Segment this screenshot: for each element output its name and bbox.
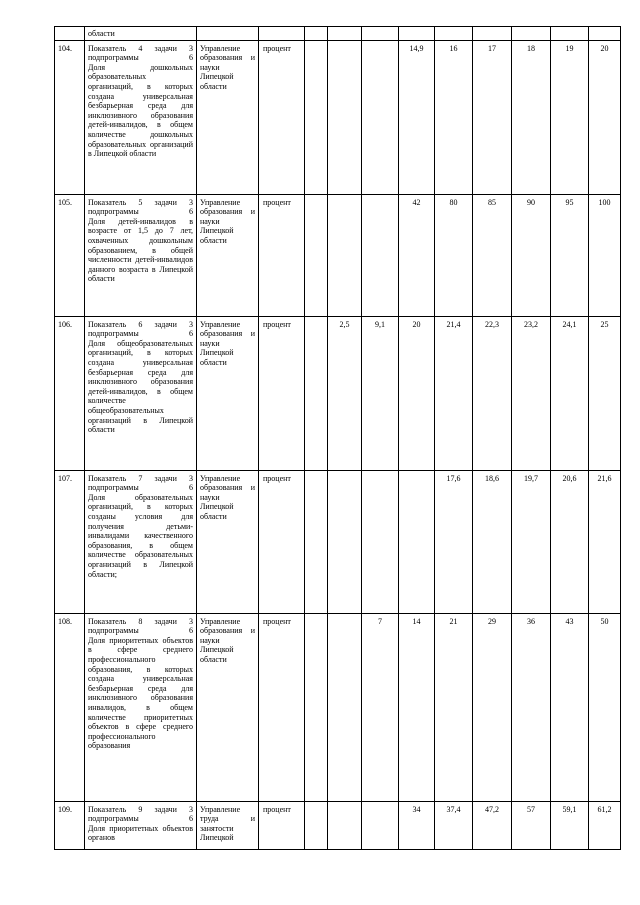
row-number: 109.	[55, 801, 85, 849]
value-cell: 19,7	[512, 470, 551, 613]
unit: процент	[259, 40, 305, 194]
indicator-description: Доля детей-инвалидов в возрасте от 1,5 до 7 лет, охваченных дошкольным образованием, в общей численности детей-инвалидов данного возраста в Липецкой области	[88, 216, 193, 284]
value-cell: 61,2	[589, 801, 621, 849]
table-row-continuation	[55, 27, 621, 41]
value-cell: 50	[589, 613, 621, 801]
executor: Управление образования и науки Липецкой области	[197, 470, 259, 613]
value-cell: 20,6	[551, 470, 589, 613]
value-cell: 100	[589, 194, 621, 316]
value-cell	[328, 801, 362, 849]
unit: процент	[259, 316, 305, 470]
value-cell: 17	[473, 40, 512, 194]
value-cell-empty	[305, 40, 328, 194]
row-number: 107.	[55, 470, 85, 613]
row-number: 104.	[55, 40, 85, 194]
value-cell-empty	[305, 801, 328, 849]
value-cell: 43	[551, 613, 589, 801]
value-cell: 7	[362, 613, 399, 801]
value-cell: 85	[473, 194, 512, 316]
unit: процент	[259, 470, 305, 613]
value-cell: 34	[399, 801, 435, 849]
row-number: 108.	[55, 613, 85, 801]
value-cell: 21,4	[435, 316, 473, 470]
value-cell	[362, 194, 399, 316]
executor: Управление образования и науки Липецкой области	[197, 613, 259, 801]
value-cell-empty	[305, 613, 328, 801]
table-row	[55, 316, 621, 470]
value-cell: 59,1	[551, 801, 589, 849]
value-cell: 18	[512, 40, 551, 194]
value-cell: 95	[551, 194, 589, 316]
indicator-title: Показатель 6 задачи 3 подпрограммы 6	[88, 319, 193, 339]
table-row	[55, 194, 621, 316]
value-cell: 16	[435, 40, 473, 194]
table-body	[55, 27, 621, 850]
value-cell: 90	[512, 194, 551, 316]
indicator-title: Показатель 7 задачи 3 подпрограммы 6	[88, 473, 193, 493]
value-cell: 14	[399, 613, 435, 801]
value-cell	[328, 613, 362, 801]
indicator-name	[85, 194, 197, 316]
executor: Управление образования и науки Липецкой области	[197, 194, 259, 316]
value-cell: 21,6	[589, 470, 621, 613]
table-row	[55, 801, 621, 849]
unit: процент	[259, 194, 305, 316]
value-cell: 37,4	[435, 801, 473, 849]
table-row	[55, 40, 621, 194]
value-cell	[362, 801, 399, 849]
value-cell	[399, 470, 435, 613]
value-cell: 20	[589, 40, 621, 194]
table-row	[55, 470, 621, 613]
indicators-table	[54, 26, 621, 850]
value-cell: 21	[435, 613, 473, 801]
indicator-description: Доля общеобразовательных организаций, в которых создана универсальная безбарьерная среда для инклюзивного образования детей-инвалидов, в общем количестве общеобразовательных организаций в Липецкой области	[88, 338, 193, 435]
table-row	[55, 613, 621, 801]
value-cell: 23,2	[512, 316, 551, 470]
value-cell: 22,3	[473, 316, 512, 470]
indicator-title: Показатель 9 задачи 3 подпрограммы 6	[88, 804, 193, 824]
value-cell: 42	[399, 194, 435, 316]
indicator-description: Доля приоритетных объектов органов	[88, 823, 193, 843]
value-cell	[328, 40, 362, 194]
value-cell-empty	[305, 470, 328, 613]
indicator-name	[85, 801, 197, 849]
value-cell: 25	[589, 316, 621, 470]
value-cell: 19	[551, 40, 589, 194]
indicator-title: Показатель 8 задачи 3 подпрограммы 6	[88, 616, 193, 636]
value-cell: 29	[473, 613, 512, 801]
value-cell: 9,1	[362, 316, 399, 470]
indicator-description: Доля приоритетных объектов в сфере среднего профессионального образования, в которых создана универсальная безбарьерная среда для инклюзивного образования инвалидов, в общем количестве приоритетных объектов в сфере среднего профессионального образования	[88, 635, 193, 751]
indicator-name	[85, 470, 197, 613]
value-cell	[362, 470, 399, 613]
value-cell: 47,2	[473, 801, 512, 849]
value-cell: 80	[435, 194, 473, 316]
indicator-name-continuation: области	[85, 27, 197, 41]
value-cell: 20	[399, 316, 435, 470]
value-cell: 57	[512, 801, 551, 849]
value-cell: 2,5	[328, 316, 362, 470]
indicator-title: Показатель 5 задачи 3 подпрограммы 6	[88, 197, 193, 217]
indicator-description: Доля образовательных организаций, в которых созданы условия для получения детьми-инвалидами качественного образования, в общем количестве образовательных организаций в Липецкой области;	[88, 492, 193, 579]
value-cell: 18,6	[473, 470, 512, 613]
indicator-name	[85, 613, 197, 801]
executor: Управление труда и занятости Липецкой	[197, 801, 259, 849]
value-cell: 14,9	[399, 40, 435, 194]
indicator-title: Показатель 4 задачи 3 подпрограммы 6	[88, 43, 193, 63]
unit: процент	[259, 613, 305, 801]
executor: Управление образования и науки Липецкой области	[197, 40, 259, 194]
row-number: 106.	[55, 316, 85, 470]
indicator-name	[85, 316, 197, 470]
value-cell: 17,6	[435, 470, 473, 613]
value-cell	[328, 470, 362, 613]
value-cell: 24,1	[551, 316, 589, 470]
indicator-description: Доля дошкольных образовательных организаций, в которых создана универсальная безбарьерная среда для инклюзивного образования детей-инвалидов, в общем количестве дошкольных образовательных организаций в Липецкой области	[88, 62, 193, 159]
value-cell	[328, 194, 362, 316]
value-cell: 36	[512, 613, 551, 801]
value-cell	[362, 40, 399, 194]
value-cell-empty	[305, 316, 328, 470]
unit: процент	[259, 801, 305, 849]
executor: Управление образования и науки Липецкой области	[197, 316, 259, 470]
value-cell-empty	[305, 194, 328, 316]
indicator-name	[85, 40, 197, 194]
row-number: 105.	[55, 194, 85, 316]
